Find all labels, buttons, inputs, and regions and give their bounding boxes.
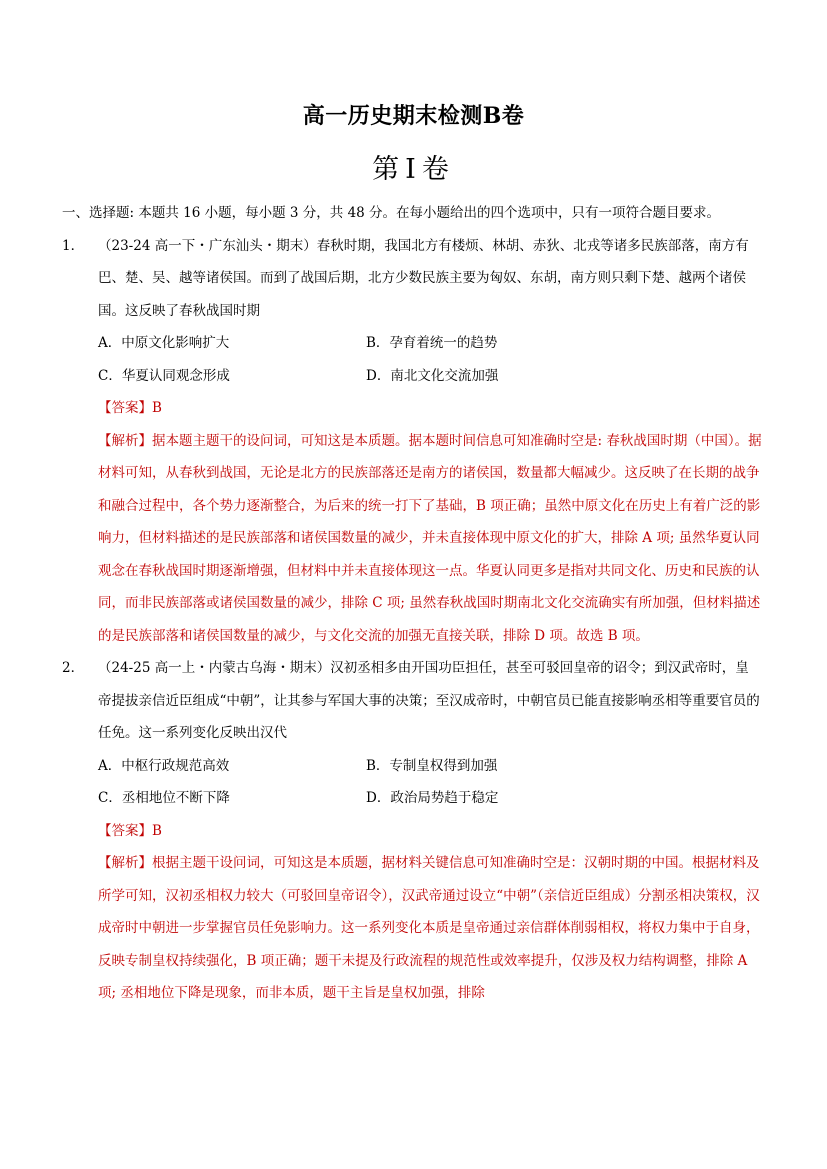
answer-label: 【答案】 [98, 822, 152, 839]
option-a [98, 750, 366, 783]
option-text: 丞相地位不断下降 [121, 790, 230, 806]
option-d [366, 782, 634, 815]
page-title: 高一历史期末检测B卷 [302, 103, 525, 129]
option-letter: C． [98, 367, 122, 384]
option-letter: C． [98, 790, 122, 806]
volume-heading: 第Ⅰ卷 [372, 154, 455, 185]
option-letter: B． [366, 757, 390, 774]
option-c [98, 360, 366, 393]
answer-value: B [152, 822, 162, 839]
option-text: 南北文化交流加强 [390, 367, 499, 384]
options [98, 750, 762, 815]
option-text: 孕育着统一的趋势 [389, 335, 498, 351]
options [98, 327, 762, 392]
question-number: 1． [62, 237, 85, 254]
option-letter: B． [366, 335, 390, 351]
answer-line [98, 392, 762, 425]
analysis-label: 【解析】 [98, 432, 152, 449]
option-text: 专制皇权得到加强 [389, 757, 498, 774]
section-instructions [62, 197, 762, 230]
option-letter: D． [366, 790, 391, 806]
option-text: 中枢行政规范高效 [121, 757, 230, 774]
options-row [98, 360, 762, 393]
question-stem: （23-24 高一下・广东汕头・期末）春秋时期，我国北方有楼烦、林胡、赤狄、北戎等诸多民族部落，南方有巴、楚、吴、越等诸侯国。而到了战国后期，北方少数民族主要为匈奴、东胡，南方则只剩下楚、越两个诸侯国。这反映了春秋战国时期 [98, 237, 749, 319]
options-row [98, 750, 762, 783]
option-letter: D． [366, 367, 391, 384]
options-row [98, 327, 762, 360]
analysis-text: 根据主题干设问词，可知这是本质题，据材料关键信息可知准确时空是：汉朝时期的中国。根据材料及所学可知，汉初丞相权力较大（可驳回皇帝诏令），汉武帝通过设立“中朝”（亲信近臣组成）分割丞相决策权，汉成帝时中朝进一步掌握官员任免影响力。这一系列变化本质是皇帝通过亲信群体削弱相权，将权力集中于自身，反映专制皇权持续强化，B 项正确；题干未提及行政流程的规范性或效率提升，仅涉及权力结构调整，排除 A 项; 丞相地位下降是现象，而非本质，题干主旨是皇权加强，排除 [98, 855, 760, 1001]
document-body [62, 197, 762, 1010]
option-text: 华夏认同观念形成 [121, 367, 230, 384]
analysis-paragraph [98, 847, 762, 1010]
answer-line [98, 815, 762, 848]
analysis-paragraph [98, 425, 762, 653]
question-1 [62, 230, 762, 653]
analysis-text: 据本题主题干的设问词，可知这是本质题。据本题时间信息可知准确时空是: 春秋战国时期（中国）。据材料可知，从春秋到战国，无论是北方的民族部落还是南方的诸侯国，数量都大幅减少。这反映了在长期的战争和融合过程中，各个势力逐渐整合，为后来的统一打下了基础，B 项正确；虽然中原文化在历史上有着广泛的影响力，但材料描述的是民族部落和诸侯国数量的减少，并未直接体现中原文化的扩大，排除 A 项; 虽然华夏认同观念在春秋战国时期逐渐增强，但材料中并未直接体现这一点。华夏认同更多是指对共同文化、历史和民族的认同，而非民族部落或诸侯国数量的减少，排除 C 项; 虽然春秋战国时期南北文化交流确实有所加强，但材料描述的是民族部落和诸侯国数量的减少，与文化交流的加强无直接关联，排除 D 项。故选 B 项。 [98, 432, 762, 644]
option-c [98, 782, 366, 815]
question-number: 2． [62, 660, 85, 676]
question-stem: （24-25 高一上・内蒙古乌海・期末）汉初丞相多由开国功臣担任，甚至可驳回皇帝的诏令；到汉武帝时，皇帝提拔亲信近臣组成“中朝”，让其参与军国大事的决策；至汉成帝时，中朝官员已能直接影响丞相等重要官员的任免。这一系列变化反映出汉代 [98, 660, 760, 741]
analysis-label: 【解析】 [98, 855, 152, 871]
option-text: 中原文化影响扩大 [121, 335, 230, 351]
section-label: 一、选择题 [62, 205, 130, 221]
option-letter: A． [98, 757, 122, 774]
option-d [366, 360, 634, 393]
options-row [98, 782, 762, 815]
option-a [98, 327, 366, 360]
section-text: : 本题共 16 小题，每小题 3 分，共 48 分。在每小题给出的四个选项中，只有一项符合题目要求。 [129, 205, 721, 221]
answer-label: 【答案】 [98, 400, 152, 416]
answer-value: B [152, 400, 162, 416]
option-text: 政治局势趋于稳定 [390, 790, 499, 806]
option-b [366, 327, 634, 360]
question-2 [62, 652, 762, 1010]
option-letter: A． [98, 335, 122, 351]
option-b [366, 750, 634, 783]
